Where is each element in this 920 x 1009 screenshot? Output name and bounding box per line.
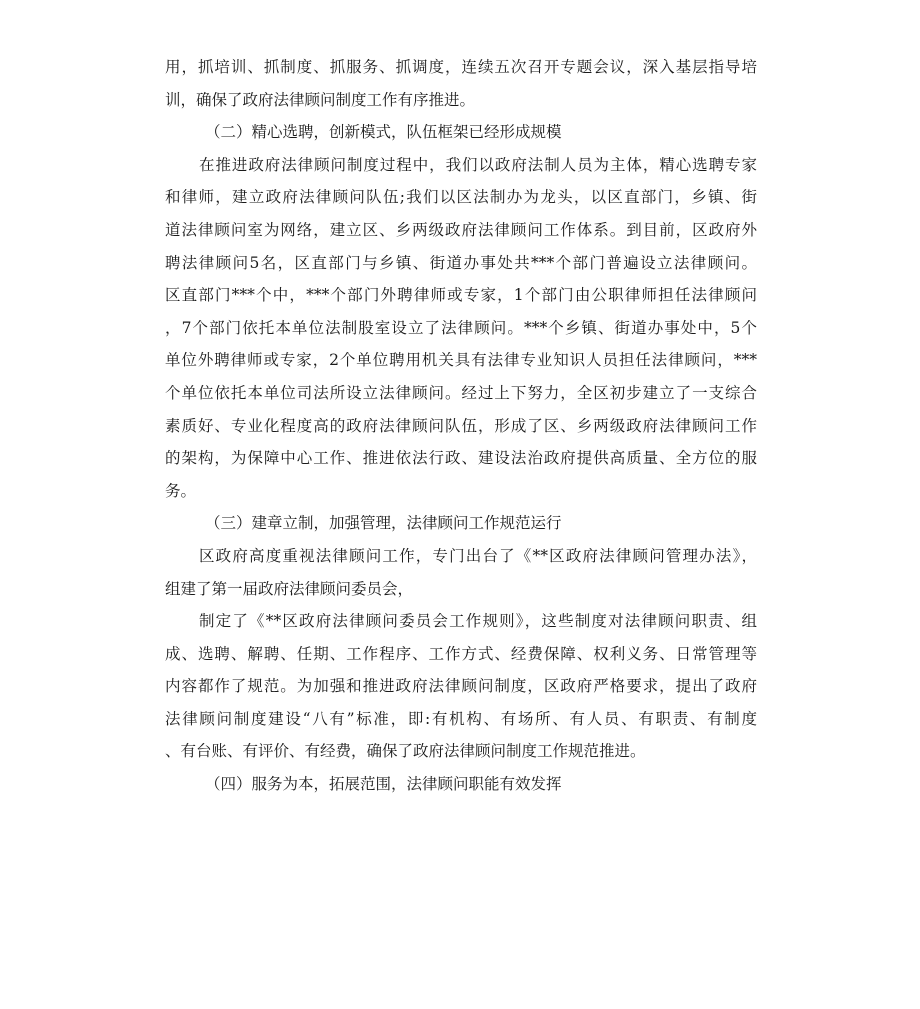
text-line: 成、选聘、解聘、任期、工作程序、工作方式、经费保障、权利义务、日常管理等 xyxy=(165,644,757,663)
text-line: 训，确保了政府法律顾问制度工作有序推进。 xyxy=(165,90,476,109)
text-line: 组建了第一届政府法律顾问委员会， xyxy=(165,579,414,598)
text-line: 制定了《**区政府法律顾问委员会工作规则》，这些制度对法律顾问职责、组 xyxy=(199,612,757,631)
heading-text: （三）建章立制，加强管理，法律顾问工作规范运行 xyxy=(205,514,562,533)
text-line: 区政府高度重视法律顾问工作，专门出台了《**区政府法律顾问管理办法》， xyxy=(199,546,757,565)
heading-text: （四）服务为本，拓展范围，法律顾问职能有效发挥 xyxy=(205,775,562,794)
text-line: 法律顾问制度建设“八有”标准，即:有机构、有场所、有人员、有职责、有制度 xyxy=(165,709,757,728)
text-line: 用，抓培训、抓制度、抓服务、抓调度，连续五次召开专题会议，深入基层指导培 xyxy=(165,58,757,76)
text-line: 的架构，为保障中心工作、推进依法行政、建设法治政府提供高质量、全方位的服 xyxy=(165,449,757,468)
text-line: 道法律顾问室为网络，建立区、乡两级政府法律顾问工作体系。到目前，区政府外 xyxy=(165,220,757,239)
paragraph-team-building xyxy=(165,149,757,508)
text-line: 内容都作了规范。为加强和推进政府法律顾问制度，区政府严格要求，提出了政府 xyxy=(165,677,757,696)
text-line: 素质好、专业化程度高的政府法律顾问队伍，形成了区、乡两级政府法律顾问工作 xyxy=(165,416,757,435)
document-body xyxy=(165,51,757,801)
text-line: 单位外聘律师或专家，2个单位聘用机关具有法律专业知识人员担任法律顾问，*** xyxy=(165,351,757,370)
text-line: 聘法律顾问5名，区直部门与乡镇、街道办事处共***个部门普遍设立法律顾问。 xyxy=(165,253,757,272)
text-line: 个单位依托本单位司法所设立法律顾问。经过上下努力，全区初步建立了一支综合 xyxy=(165,383,757,402)
section-heading-2 xyxy=(165,116,757,149)
paragraph-regulations-detail xyxy=(165,605,757,768)
text-line: 务。 xyxy=(165,481,197,500)
text-line: ，7个部门依托本单位法制股室设立了法律顾问。***个乡镇、街道办事处中，5个 xyxy=(165,318,757,337)
section-heading-4 xyxy=(165,768,757,801)
text-line: 在推进政府法律顾问制度过程中，我们以政府法制人员为主体，精心选聘专家 xyxy=(199,155,757,174)
section-heading-3 xyxy=(165,507,757,540)
text-line: 区直部门***个中，***个部门外聘律师或专家，1个部门由公职律师担任法律顾问 xyxy=(165,286,757,305)
text-line: 和律师，建立政府法律顾问队伍;我们以区法制办为龙头，以区直部门，乡镇、街 xyxy=(165,188,757,207)
heading-text: （二）精心选聘，创新模式，队伍框架已经形成规模 xyxy=(205,123,562,142)
paragraph-regulations-intro xyxy=(165,540,757,605)
text-line: 、有台账、有评价、有经费，确保了政府法律顾问制度工作规范推进。 xyxy=(165,742,646,761)
paragraph-continued xyxy=(165,51,757,116)
